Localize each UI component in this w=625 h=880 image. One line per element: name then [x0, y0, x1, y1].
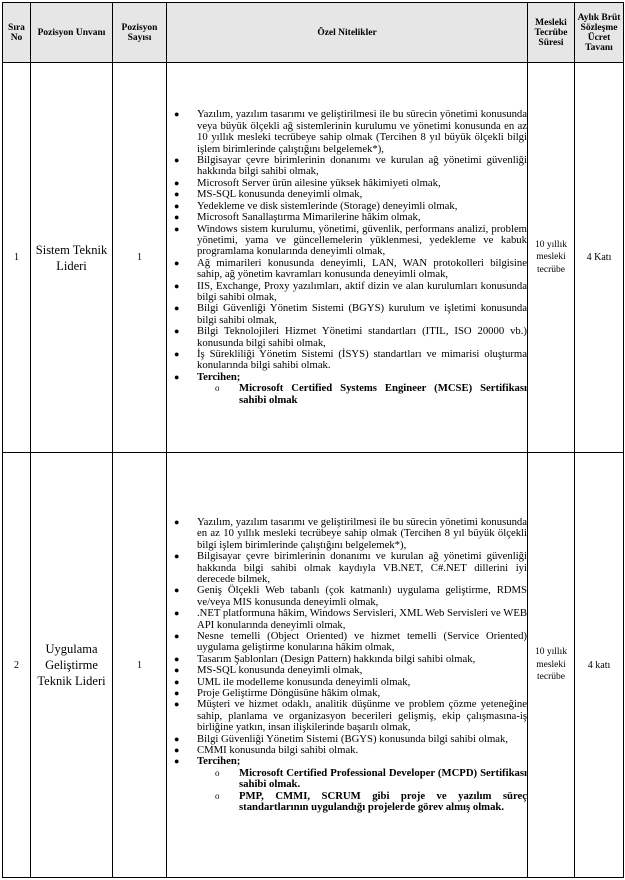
- row-no: 1: [3, 63, 31, 453]
- preferences-label: Tercihen;: [197, 755, 241, 768]
- bullet-icon: ●: [174, 551, 180, 562]
- qualification-text: MS-SQL konusunda deneyimli olmak,: [197, 664, 363, 677]
- position-count: 1: [113, 63, 167, 453]
- bullet-icon: ●: [174, 280, 180, 291]
- header-quals: Özel Nitelikler: [167, 3, 528, 63]
- qualification-text: Yedekleme ve disk sistemlerinde (Storage) deneyimli olmak,: [197, 199, 458, 212]
- qualification-text: Microsoft Server ürün ailesine yüksek hâkimiyeti olmak,: [197, 176, 441, 189]
- bullet-icon: ●: [174, 200, 180, 211]
- bullet-icon: ●: [174, 653, 180, 664]
- qualification-text: Bilgisayar çevre birimlerinin donanımı ve kurulan ağ yönetimi güvenliği hakkında bilgi sahibi olmak,: [197, 154, 527, 178]
- circle-bullet-icon: o: [215, 383, 220, 394]
- qualifications-list: [167, 517, 527, 814]
- qualification-text: CMMI konusunda bilgi sahibi olmak.: [197, 744, 359, 757]
- header-no: Sıra No: [3, 3, 31, 63]
- bullet-icon: ●: [174, 585, 180, 596]
- bullet-icon: ●: [174, 257, 180, 268]
- table-row: [3, 63, 624, 453]
- qualification-text: İş Sürekliliği Yönetim Sistemi (İSYS) standartları ve mimarisi oluşturma konularında bilgi sahibi olmak.: [197, 347, 527, 372]
- qualifications-cell: [167, 63, 528, 453]
- bullet-icon: ●: [174, 348, 180, 359]
- qualification-item: [174, 347, 527, 372]
- experience-duration: 10 yıllık mesleki tecrübe: [528, 453, 575, 878]
- qualification-item: [174, 607, 527, 631]
- preference-item: [215, 382, 527, 406]
- qualification-text: Microsoft Sanallaştırma Mimarilerine hâkim olmak,: [197, 211, 421, 224]
- qualification-text: Proje Geliştirme Döngüsüne hâkim olmak,: [197, 687, 381, 700]
- bullet-icon: ●: [174, 155, 180, 166]
- header-experience: Mesleki Tecrübe Süresi: [528, 3, 575, 63]
- qualification-text: MS-SQL konusunda deneyimli olmak,: [197, 188, 363, 201]
- preferences-label: Tercihen;: [197, 370, 241, 383]
- circle-bullet-icon: o: [215, 767, 220, 778]
- circle-bullet-icon: o: [215, 790, 220, 801]
- qualification-item: [174, 698, 527, 734]
- qualifications-list: [167, 109, 527, 406]
- salary-ceiling: 4 katı: [575, 453, 624, 878]
- preference-text: PMP, CMMI, SCRUM gibi proje ve yazılım süreç standartlarının uygulandığı projelerde görev almış olmak.: [239, 789, 527, 814]
- qualification-text: IIS, Exchange, Proxy yazılımları, aktif dizin ve alan kurulumları konusunda bilgi sahibi olmak,: [197, 279, 527, 303]
- qualification-text: Geniş Ölçekli Web tabanlı (çok katmanlı) uygulama geliştirme, RDMS ve/veya MIS konusunda deneyimli olmak,: [197, 584, 527, 608]
- qualification-text: Ağ mimarileri konusunda deneyimli, LAN, WAN protokolleri bilgisine sahip, ağ yönetim kavramları konusunda deneyimli olmak,: [197, 256, 527, 281]
- bullet-icon: ●: [174, 212, 180, 223]
- qualification-item: [174, 584, 527, 608]
- bullet-icon: ●: [174, 745, 180, 756]
- qualification-text: Bilgi Güvenliği Yönetim Sistemi (BGYS) kurulum ve işletimi konusunda bilgi sahibi olmak,: [197, 302, 527, 326]
- qualification-text: Bilgi Teknolojileri Hizmet Yönetimi standartları (ITIL, ISO 20000 vb.) konusunda bilgi sahibi olmak,: [197, 325, 527, 349]
- qualification-text: Müşteri ve hizmet odaklı, analitik düşünme ve problem çözme yeteneğine sahip, planlama ve organizasyon becerileri gelişmiş, ekip çalışmasına-iş birliğine yatkın, insan ilişkilerinde başarılı olmak,: [197, 698, 527, 734]
- preferences-item: [174, 755, 527, 814]
- table-row: [3, 453, 624, 878]
- bullet-icon: ●: [174, 326, 180, 337]
- bullet-icon: ●: [174, 303, 180, 314]
- bullet-icon: ●: [174, 631, 180, 642]
- position-title: Uygulama Geliştirme Teknik Lideri: [31, 453, 113, 878]
- preference-text: Microsoft Certified Systems Engineer (MCSE) Sertifikası sahibi olmak: [239, 382, 527, 406]
- preference-item: [215, 789, 527, 814]
- qualification-item: [174, 302, 527, 326]
- experience-duration: 10 yıllık mesleki tecrübe: [528, 63, 575, 453]
- qualification-text: Bilgi Güvenliği Yönetim Sistemi (BGYS) konusunda bilgi sahibi olmak,: [197, 732, 509, 745]
- position-title: Sistem Teknik Lideri: [31, 63, 113, 453]
- bullet-icon: ●: [174, 699, 180, 710]
- bullet-icon: ●: [174, 756, 180, 767]
- bullet-icon: ●: [174, 189, 180, 200]
- qualification-item: [174, 222, 527, 258]
- qualification-item: [174, 515, 527, 551]
- qualification-item: [174, 256, 527, 281]
- qualification-item: [174, 325, 527, 349]
- qualification-item: [174, 550, 527, 585]
- qualification-item: [174, 744, 527, 757]
- preferences-list: [197, 383, 527, 406]
- qualification-text: Yazılım, yazılım tasarımı ve geliştirilmesi ile bu sürecin yönetimi konusunda en az 10 yıllık mesleki tecrübeye sahip olmak (Tercihen 8 yıl büyük ölçekli bilgi işlem birimlerinde çalıştığını belgelemek*),: [197, 515, 527, 551]
- qualification-item: [174, 279, 527, 304]
- bullet-icon: ●: [174, 371, 180, 382]
- salary-ceiling: 4 Katı: [575, 63, 624, 453]
- bullet-icon: ●: [174, 516, 180, 527]
- header-salary: Aylık Brüt Sözleşme Ücret Tavanı: [575, 3, 624, 63]
- qualification-text: UML ile modelleme konusunda deneyimli olmak,: [197, 675, 411, 688]
- qualification-item: [174, 630, 527, 654]
- qualification-item: [174, 154, 527, 178]
- positions-table: [2, 2, 624, 878]
- qualification-text: Tasarım Şablonları (Design Pattern) hakkında bilgi sahibi olmak,: [197, 652, 476, 665]
- qualifications-cell: [167, 453, 528, 878]
- bullet-icon: ●: [174, 676, 180, 687]
- position-count: 1: [113, 453, 167, 878]
- qualification-text: Windows sistem kurulumu, yönetimi, güvenlik, performans analizi, problem yönetimi, yama ve güncellemelerin yüklenmesi, yedekleme ve kabuk programlama konularında deneyimli olmak,: [197, 222, 527, 258]
- preferences-item: [174, 370, 527, 406]
- qualification-text: .NET platformuna hâkim, Windows Servisleri, XML Web Servisleri ve WEB API konularında deneyimli olmak,: [197, 607, 527, 631]
- qualification-item: [174, 108, 527, 155]
- preference-item: [215, 766, 527, 791]
- bullet-icon: ●: [174, 223, 180, 234]
- table-header-row: [3, 3, 624, 63]
- bullet-icon: ●: [174, 177, 180, 188]
- bullet-icon: ●: [174, 688, 180, 699]
- qualification-text: Nesne temelli (Object Oriented) ve hizmet temelli (Service Oriented) uygulama geliştirme konularına hâkim olmak,: [197, 630, 527, 654]
- preference-text: Microsoft Certified Professional Developer (MCPD) Sertifikası sahibi olmak.: [239, 766, 527, 791]
- bullet-icon: ●: [174, 665, 180, 676]
- qualification-text: Bilgisayar çevre birimlerinin donanımı ve kurulan ağ yönetimi güvenliği hakkında bilgi sahibi olmak kaydıyla VB.NET, C#.NET dillerini iyi derecede bilmek,: [197, 550, 527, 585]
- bullet-icon: ●: [174, 608, 180, 619]
- header-title: Pozisyon Unvanı: [31, 3, 113, 63]
- qualification-text: Yazılım, yazılım tasarımı ve geliştirilmesi ile bu sürecin yönetimi konusunda veya büyük ölçekli ağ sistemlerinin kurulumu ve yönetimi konusunda en az 10 yıllık mesleki tecrübeye sahip olmak (Tercihen 8 yıl büyük ölçekli bilgi işlem birimlerinde çalıştığını belgelemek*),: [197, 108, 527, 155]
- header-count: Pozisyon Sayısı: [113, 3, 167, 63]
- preferences-list: [197, 768, 527, 814]
- bullet-icon: ●: [174, 733, 180, 744]
- row-no: 2: [3, 453, 31, 878]
- bullet-icon: ●: [174, 109, 180, 120]
